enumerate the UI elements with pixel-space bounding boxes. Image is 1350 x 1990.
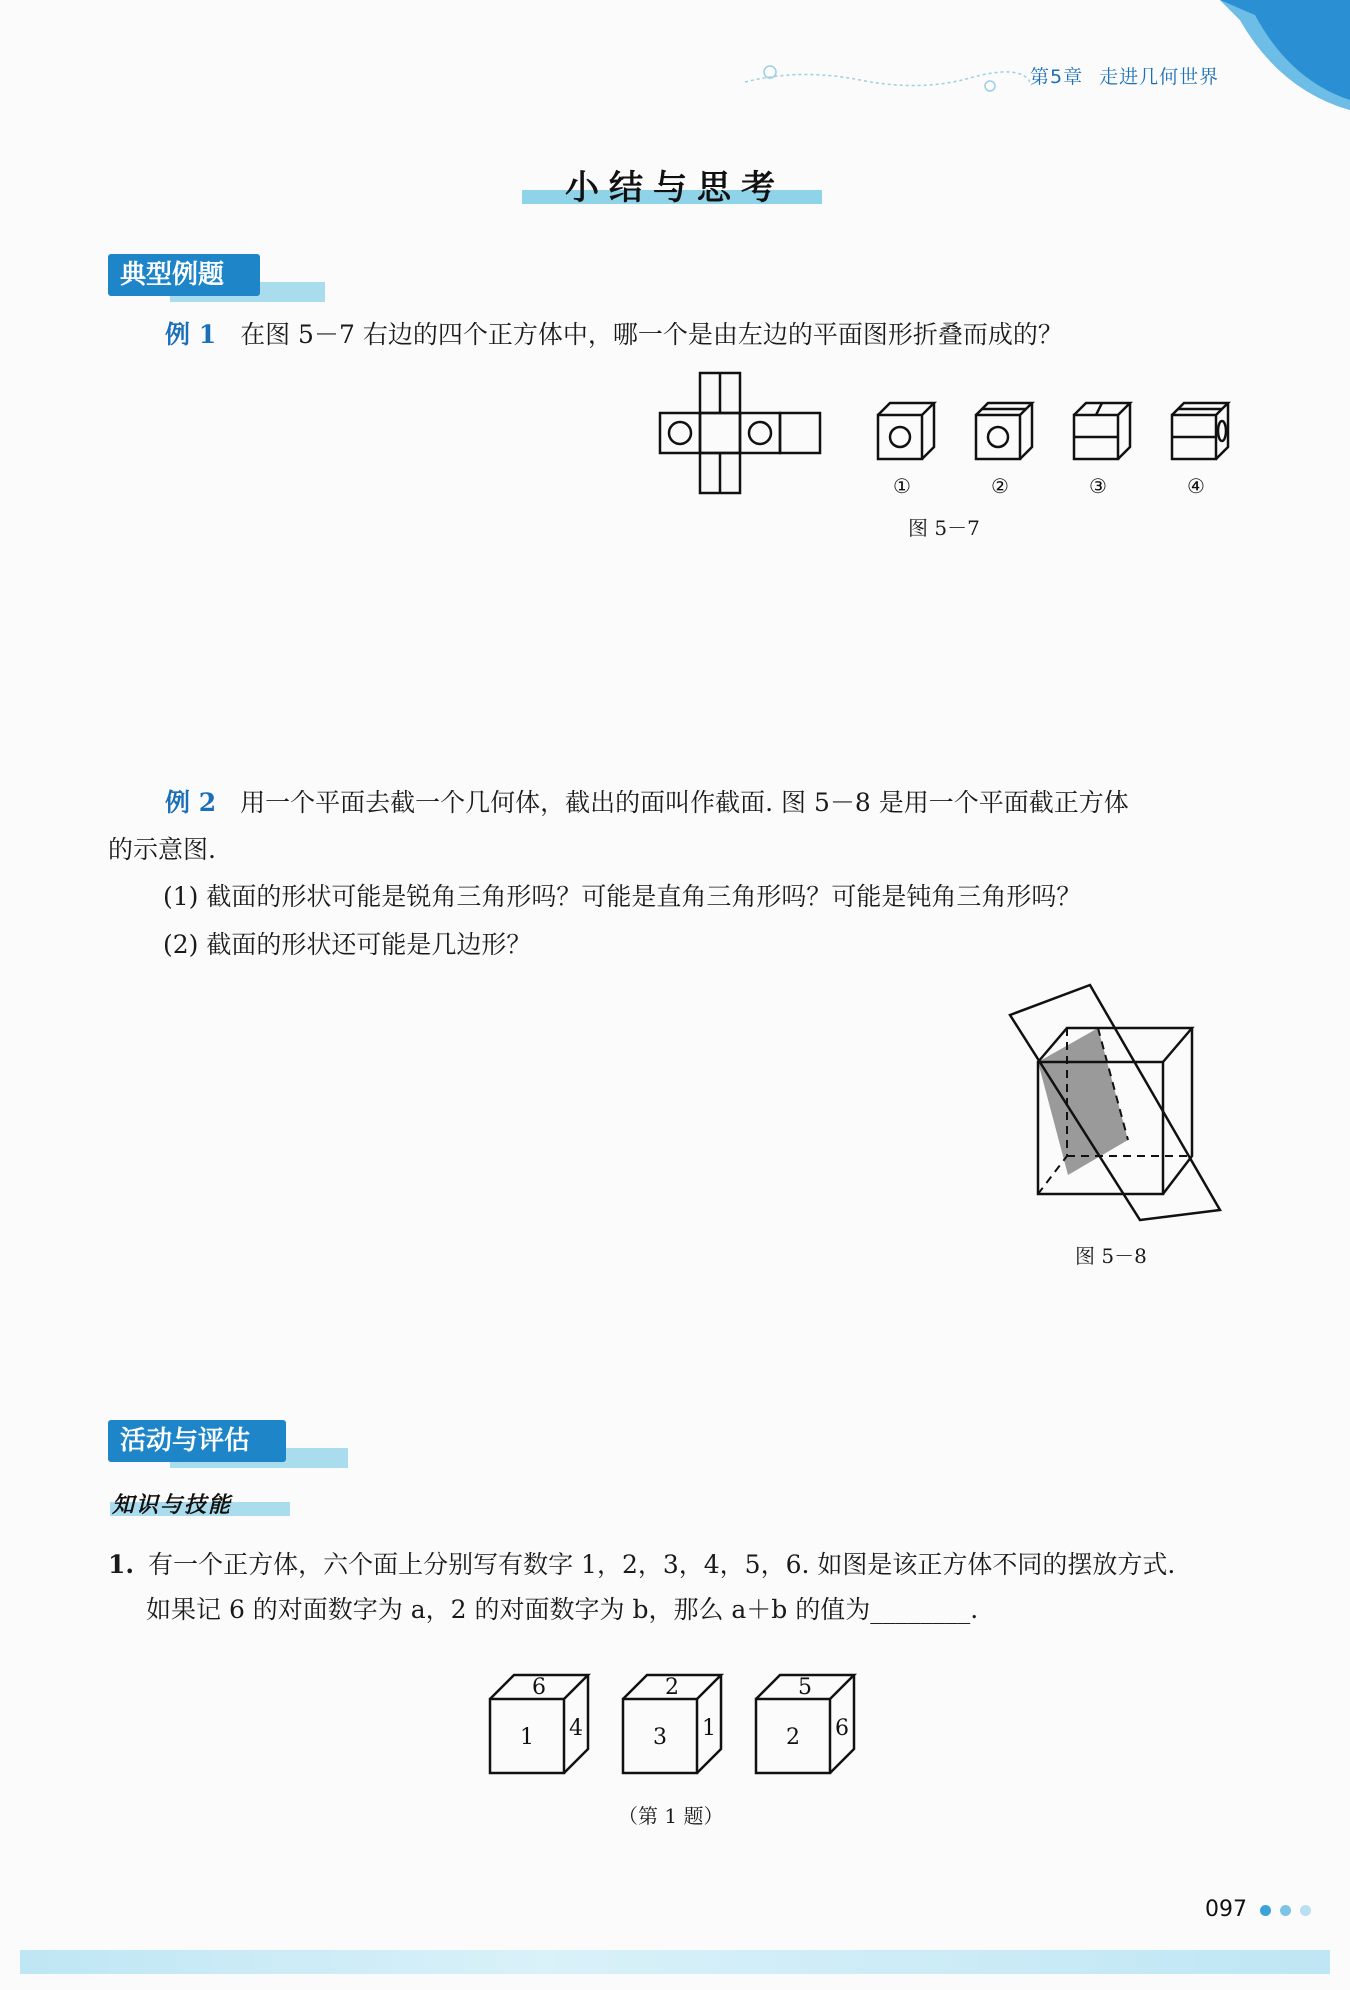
option-label-1: ① <box>893 474 911 498</box>
section-banner-activity: 活动与评估 <box>108 1420 286 1462</box>
example2-text: 用一个平面去截一个几何体，截出的面叫作截面. 图 5－8 是用一个平面截正方体 <box>240 788 1129 817</box>
example2-line1 <box>165 786 1129 820</box>
header-wave-decoration <box>740 60 1030 100</box>
cube1-top: 6 <box>532 1675 546 1700</box>
cube3-front: 2 <box>786 1725 800 1750</box>
example2-label: 例 2 <box>165 788 217 817</box>
footer-band <box>20 1950 1330 1974</box>
page-title: 小结与思考 <box>565 168 785 208</box>
problem1-line2: 如果记 6 的对面数字为 a，2 的对面数字为 b，那么 a＋b 的值为________. <box>146 1595 979 1624</box>
page-number <box>1205 1897 1311 1922</box>
figure-5-7-caption: 图 5－7 <box>908 516 980 540</box>
problem1-number: 1. <box>108 1550 135 1579</box>
figure-5-8 <box>1005 980 1230 1225</box>
cube1-front: 1 <box>520 1725 534 1750</box>
option-label-4: ④ <box>1187 474 1205 498</box>
problem1-line1 <box>108 1548 1175 1582</box>
cube3-top: 5 <box>798 1675 812 1700</box>
example2-line2: 的示意图. <box>108 835 216 864</box>
cube3-side: 6 <box>835 1716 849 1741</box>
page-dot <box>1300 1905 1311 1916</box>
header-chapter <box>1030 62 1235 89</box>
cube2-top: 2 <box>665 1675 679 1700</box>
example1-question <box>165 318 1063 352</box>
section-plane-shading <box>1038 1028 1128 1175</box>
page-number-text: 097 <box>1205 1897 1247 1922</box>
cube-net <box>660 373 820 493</box>
option-cube-3 <box>1074 403 1130 459</box>
figure-5-8-caption: 图 5－8 <box>1075 1244 1147 1268</box>
option-cube-1 <box>878 403 934 459</box>
problem1-caption: （第 1 题） <box>618 1804 724 1828</box>
example2-question1: (1) 截面的形状可能是锐角三角形吗？可能是直角三角形吗？可能是钝角三角形吗？ <box>163 882 1082 911</box>
option-cube-4 <box>1172 403 1228 459</box>
cube2-front: 3 <box>653 1725 667 1750</box>
corner-decoration <box>1220 0 1350 110</box>
cube2-side: 1 <box>702 1716 716 1741</box>
page-dot <box>1280 1905 1291 1916</box>
chapter-title: 走进几何世界 <box>1099 66 1220 88</box>
example1-text: 在图 5－7 右边的四个正方体中，哪一个是由左边的平面图形折叠而成的？ <box>240 320 1063 349</box>
example1-label: 例 1 <box>165 320 217 349</box>
option-label-2: ② <box>991 474 1009 498</box>
problem1-text: 有一个正方体，六个面上分别写有数字 1，2，3，4，5，6. 如图是该正方体不同的摆放方式. <box>148 1550 1176 1579</box>
page-dot <box>1260 1905 1271 1916</box>
option-cube-2 <box>976 403 1032 459</box>
subsection-knowledge: 知识与技能 <box>112 1493 233 1518</box>
example2-question2: (2) 截面的形状还可能是几边形？ <box>163 930 532 959</box>
section-banner-typical-examples: 典型例题 <box>108 254 260 296</box>
cube1-side: 4 <box>569 1716 583 1741</box>
problem1-figure <box>480 1665 860 1785</box>
option-label-3: ③ <box>1089 474 1107 498</box>
chapter-number: 第5章 <box>1030 66 1084 88</box>
